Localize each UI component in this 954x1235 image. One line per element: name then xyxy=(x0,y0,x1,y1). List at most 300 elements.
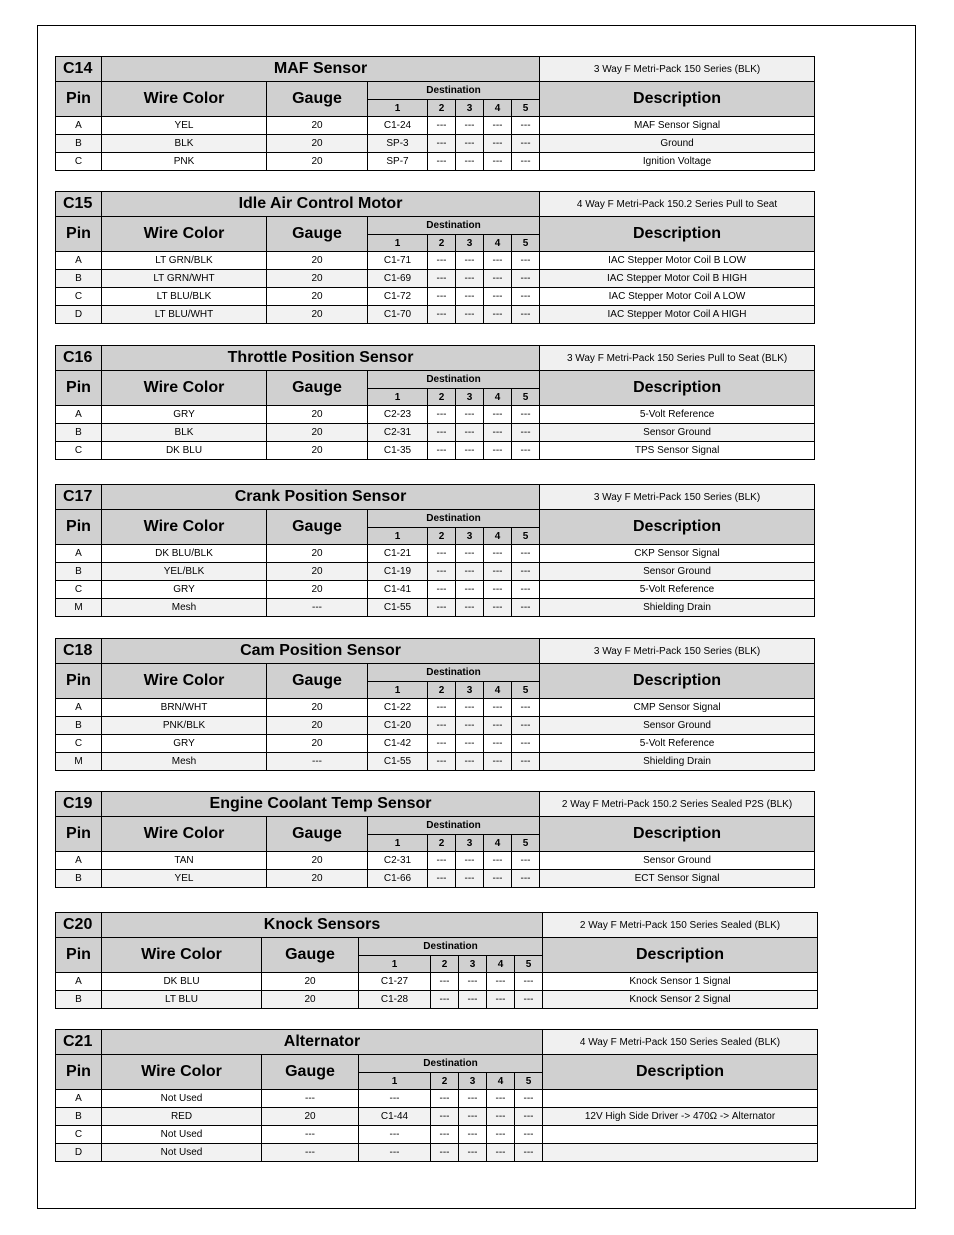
destination-cell: --- xyxy=(459,1126,487,1144)
description-cell: IAC Stepper Motor Coil B HIGH xyxy=(540,270,815,288)
pin-header: Pin xyxy=(56,664,102,699)
destination-cell: --- xyxy=(428,581,456,599)
destination-cell: --- xyxy=(484,252,512,270)
gauge-cell: 20 xyxy=(267,870,368,888)
destination-cell: --- xyxy=(431,1126,459,1144)
description-header: Description xyxy=(540,510,815,545)
destination-col-header: 3 xyxy=(456,682,484,699)
destination-cell: --- xyxy=(456,699,484,717)
description-cell: Sensor Ground xyxy=(540,717,815,735)
table-row xyxy=(56,717,815,735)
destination-cell: --- xyxy=(459,1144,487,1162)
gauge-cell: 20 xyxy=(267,442,368,460)
destination-cell: --- xyxy=(428,545,456,563)
connector-name: Alternator xyxy=(102,1030,543,1055)
destination-col-header: 4 xyxy=(484,528,512,545)
destination-col-header: 5 xyxy=(512,528,540,545)
wire-color-cell: Not Used xyxy=(102,1090,262,1108)
connector-id: C18 xyxy=(56,639,102,664)
destination-cell: --- xyxy=(456,581,484,599)
pin-cell: C xyxy=(56,1126,102,1144)
destination-cell: --- xyxy=(431,991,459,1009)
table-row xyxy=(56,270,815,288)
destination-col-header: 3 xyxy=(456,528,484,545)
connector-name: Cam Position Sensor xyxy=(102,639,540,664)
connector-id: C16 xyxy=(56,346,102,371)
connector-id: C17 xyxy=(56,485,102,510)
destination-cell: --- xyxy=(484,599,512,617)
destination-cell: C1-19 xyxy=(368,563,428,581)
destination-cell: --- xyxy=(512,288,540,306)
gauge-cell: 20 xyxy=(267,545,368,563)
wire-color-cell: Mesh xyxy=(102,753,267,771)
pin-cell: B xyxy=(56,717,102,735)
table-row xyxy=(56,135,815,153)
connector-id: C20 xyxy=(56,913,102,938)
connector-name: Crank Position Sensor xyxy=(102,485,540,510)
destination-cell: --- xyxy=(456,563,484,581)
destination-cell: --- xyxy=(512,153,540,171)
destination-cell: --- xyxy=(484,581,512,599)
destination-cell: --- xyxy=(428,852,456,870)
destination-cell: C1-24 xyxy=(368,117,428,135)
destination-header: Destination xyxy=(368,371,540,389)
destination-col-header: 3 xyxy=(456,100,484,117)
destination-cell: --- xyxy=(456,753,484,771)
description-header: Description xyxy=(543,1055,818,1090)
connector-name: Throttle Position Sensor xyxy=(102,346,540,371)
table-row xyxy=(56,545,815,563)
wire-color-cell: PNK xyxy=(102,153,267,171)
destination-col-header: 3 xyxy=(459,956,487,973)
destination-cell: --- xyxy=(487,1090,515,1108)
gauge-cell: 20 xyxy=(262,973,359,991)
table-row xyxy=(56,973,818,991)
wire-color-cell: BRN/WHT xyxy=(102,699,267,717)
destination-cell: C1-72 xyxy=(368,288,428,306)
connector-table-c19 xyxy=(55,791,815,888)
destination-cell: --- xyxy=(512,563,540,581)
gauge-cell: 20 xyxy=(267,424,368,442)
pin-cell: A xyxy=(56,699,102,717)
destination-cell: C1-22 xyxy=(368,699,428,717)
wire-color-cell: YEL/BLK xyxy=(102,563,267,581)
description-cell xyxy=(543,1090,818,1108)
destination-cell: --- xyxy=(484,699,512,717)
description-cell: 5-Volt Reference xyxy=(540,735,815,753)
description-cell: Knock Sensor 1 Signal xyxy=(543,973,818,991)
wire-color-cell: GRY xyxy=(102,406,267,424)
destination-cell: --- xyxy=(456,117,484,135)
destination-cell: --- xyxy=(512,424,540,442)
gauge-cell: 20 xyxy=(267,153,368,171)
description-cell: CKP Sensor Signal xyxy=(540,545,815,563)
destination-cell: --- xyxy=(484,717,512,735)
destination-cell: --- xyxy=(512,135,540,153)
connector-type: 3 Way F Metri-Pack 150 Series Pull to Seat (BLK) xyxy=(540,346,815,371)
destination-col-header: 5 xyxy=(512,235,540,252)
destination-col-header: 4 xyxy=(484,100,512,117)
description-header: Description xyxy=(540,371,815,406)
destination-cell: --- xyxy=(484,406,512,424)
wire-color-header: Wire Color xyxy=(102,371,267,406)
destination-cell: --- xyxy=(512,735,540,753)
destination-cell: --- xyxy=(456,870,484,888)
destination-cell: SP-7 xyxy=(368,153,428,171)
wire-color-cell: DK BLU xyxy=(102,973,262,991)
description-cell: IAC Stepper Motor Coil B LOW xyxy=(540,252,815,270)
pin-header: Pin xyxy=(56,1055,102,1090)
destination-cell: --- xyxy=(484,563,512,581)
destination-cell: --- xyxy=(515,1144,543,1162)
destination-cell: --- xyxy=(431,973,459,991)
destination-cell: --- xyxy=(484,117,512,135)
destination-col-header: 2 xyxy=(431,956,459,973)
pin-cell: C xyxy=(56,442,102,460)
destination-col-header: 2 xyxy=(428,235,456,252)
wire-color-cell: LT GRN/BLK xyxy=(102,252,267,270)
pin-header: Pin xyxy=(56,510,102,545)
connector-id: C19 xyxy=(56,792,102,817)
wire-color-cell: Not Used xyxy=(102,1144,262,1162)
destination-col-header: 5 xyxy=(512,389,540,406)
description-cell: 12V High Side Driver -> 470Ω -> Alternator xyxy=(543,1108,818,1126)
gauge-cell: 20 xyxy=(267,306,368,324)
connector-name: MAF Sensor xyxy=(102,57,540,82)
destination-header: Destination xyxy=(359,938,543,956)
destination-cell: --- xyxy=(487,1126,515,1144)
table-row xyxy=(56,306,815,324)
connector-name: Knock Sensors xyxy=(102,913,543,938)
table-row xyxy=(56,1108,818,1126)
table-row xyxy=(56,991,818,1009)
wire-color-cell: DK BLU xyxy=(102,442,267,460)
destination-cell: C1-66 xyxy=(368,870,428,888)
destination-col-header: 4 xyxy=(487,956,515,973)
destination-cell: --- xyxy=(431,1108,459,1126)
pin-cell: M xyxy=(56,599,102,617)
pin-cell: C xyxy=(56,288,102,306)
description-cell xyxy=(543,1144,818,1162)
gauge-cell: 20 xyxy=(267,699,368,717)
destination-cell: --- xyxy=(512,870,540,888)
destination-cell: --- xyxy=(459,1108,487,1126)
destination-cell: --- xyxy=(512,599,540,617)
table-row xyxy=(56,852,815,870)
destination-header: Destination xyxy=(359,1055,543,1073)
destination-cell: --- xyxy=(512,717,540,735)
pin-cell: B xyxy=(56,135,102,153)
description-cell: ECT Sensor Signal xyxy=(540,870,815,888)
pin-cell: D xyxy=(56,1144,102,1162)
wire-color-header: Wire Color xyxy=(102,82,267,117)
wire-color-cell: Mesh xyxy=(102,599,267,617)
gauge-header: Gauge xyxy=(267,817,368,852)
connector-name: Idle Air Control Motor xyxy=(102,192,540,217)
destination-cell: --- xyxy=(456,153,484,171)
destination-cell: --- xyxy=(512,753,540,771)
destination-cell: --- xyxy=(359,1090,431,1108)
destination-col-header: 1 xyxy=(368,389,428,406)
destination-cell: --- xyxy=(456,442,484,460)
destination-cell: --- xyxy=(428,306,456,324)
destination-cell: --- xyxy=(484,135,512,153)
destination-cell: C1-28 xyxy=(359,991,431,1009)
destination-cell: --- xyxy=(512,442,540,460)
destination-cell: --- xyxy=(484,306,512,324)
table-row xyxy=(56,1144,818,1162)
destination-col-header: 5 xyxy=(515,956,543,973)
destination-col-header: 4 xyxy=(484,835,512,852)
destination-cell: --- xyxy=(512,306,540,324)
wire-color-cell: BLK xyxy=(102,424,267,442)
destination-cell: --- xyxy=(515,991,543,1009)
destination-cell: --- xyxy=(428,252,456,270)
table-row xyxy=(56,563,815,581)
description-cell: IAC Stepper Motor Coil A LOW xyxy=(540,288,815,306)
gauge-cell: 20 xyxy=(267,270,368,288)
description-header: Description xyxy=(540,217,815,252)
destination-cell: --- xyxy=(456,135,484,153)
destination-cell: --- xyxy=(512,581,540,599)
gauge-cell: 20 xyxy=(267,406,368,424)
destination-col-header: 3 xyxy=(456,835,484,852)
destination-cell: --- xyxy=(456,545,484,563)
pin-cell: B xyxy=(56,270,102,288)
destination-cell: --- xyxy=(456,852,484,870)
destination-cell: C1-27 xyxy=(359,973,431,991)
destination-cell: C1-42 xyxy=(368,735,428,753)
pin-cell: A xyxy=(56,117,102,135)
destination-cell: SP-3 xyxy=(368,135,428,153)
description-header: Description xyxy=(540,664,815,699)
destination-cell: --- xyxy=(428,563,456,581)
pin-cell: B xyxy=(56,991,102,1009)
destination-col-header: 3 xyxy=(456,235,484,252)
destination-col-header: 2 xyxy=(428,682,456,699)
gauge-cell: 20 xyxy=(267,117,368,135)
wire-color-cell: LT BLU/BLK xyxy=(102,288,267,306)
connector-type: 4 Way F Metri-Pack 150.2 Series Pull to Seat xyxy=(540,192,815,217)
destination-cell: --- xyxy=(428,135,456,153)
pin-header: Pin xyxy=(56,817,102,852)
table-row xyxy=(56,1126,818,1144)
wire-color-cell: LT BLU/WHT xyxy=(102,306,267,324)
destination-cell: --- xyxy=(428,117,456,135)
connector-type: 2 Way F Metri-Pack 150 Series Sealed (BLK) xyxy=(543,913,818,938)
destination-cell: --- xyxy=(515,1126,543,1144)
destination-col-header: 5 xyxy=(512,100,540,117)
destination-cell: C1-71 xyxy=(368,252,428,270)
wire-color-cell: YEL xyxy=(102,870,267,888)
gauge-cell: --- xyxy=(262,1090,359,1108)
pin-header: Pin xyxy=(56,371,102,406)
destination-cell: C1-44 xyxy=(359,1108,431,1126)
destination-cell: --- xyxy=(456,288,484,306)
table-row xyxy=(56,252,815,270)
destination-cell: C2-23 xyxy=(368,406,428,424)
destination-cell: --- xyxy=(431,1144,459,1162)
table-row xyxy=(56,117,815,135)
table-row xyxy=(56,581,815,599)
gauge-cell: 20 xyxy=(262,991,359,1009)
destination-cell: --- xyxy=(456,252,484,270)
destination-cell: C1-69 xyxy=(368,270,428,288)
destination-cell: --- xyxy=(512,852,540,870)
destination-cell: --- xyxy=(487,1108,515,1126)
pin-cell: D xyxy=(56,306,102,324)
connector-type: 2 Way F Metri-Pack 150.2 Series Sealed P2S (BLK) xyxy=(540,792,815,817)
wire-color-header: Wire Color xyxy=(102,510,267,545)
description-cell: Sensor Ground xyxy=(540,424,815,442)
gauge-header: Gauge xyxy=(267,217,368,252)
connector-table-c15 xyxy=(55,191,815,324)
destination-cell: --- xyxy=(512,545,540,563)
destination-cell: --- xyxy=(428,406,456,424)
pin-cell: A xyxy=(56,406,102,424)
pin-cell: C xyxy=(56,153,102,171)
destination-cell: --- xyxy=(428,870,456,888)
pin-cell: C xyxy=(56,581,102,599)
description-cell: Sensor Ground xyxy=(540,563,815,581)
destination-cell: --- xyxy=(428,288,456,306)
destination-cell: --- xyxy=(484,870,512,888)
destination-cell: --- xyxy=(459,973,487,991)
destination-cell: --- xyxy=(484,735,512,753)
connector-type: 3 Way F Metri-Pack 150 Series (BLK) xyxy=(540,485,815,510)
destination-col-header: 3 xyxy=(456,389,484,406)
connector-table-c21 xyxy=(55,1029,818,1162)
destination-col-header: 1 xyxy=(368,100,428,117)
connector-name: Engine Coolant Temp Sensor xyxy=(102,792,540,817)
destination-cell: --- xyxy=(428,270,456,288)
pin-cell: A xyxy=(56,973,102,991)
wire-color-cell: DK BLU/BLK xyxy=(102,545,267,563)
destination-col-header: 1 xyxy=(368,235,428,252)
destination-header: Destination xyxy=(368,664,540,682)
destination-cell: --- xyxy=(428,717,456,735)
connector-id: C15 xyxy=(56,192,102,217)
gauge-cell: 20 xyxy=(267,135,368,153)
pin-cell: B xyxy=(56,563,102,581)
wire-color-cell: GRY xyxy=(102,581,267,599)
wire-color-cell: Not Used xyxy=(102,1126,262,1144)
pin-header: Pin xyxy=(56,217,102,252)
destination-cell: --- xyxy=(484,545,512,563)
gauge-cell: 20 xyxy=(267,252,368,270)
destination-cell: --- xyxy=(487,1144,515,1162)
description-cell: Shielding Drain xyxy=(540,599,815,617)
wire-color-header: Wire Color xyxy=(102,664,267,699)
destination-cell: --- xyxy=(512,252,540,270)
destination-cell: --- xyxy=(428,735,456,753)
destination-cell: C1-55 xyxy=(368,599,428,617)
gauge-header: Gauge xyxy=(267,664,368,699)
destination-col-header: 5 xyxy=(515,1073,543,1090)
pin-header: Pin xyxy=(56,82,102,117)
destination-cell: --- xyxy=(456,599,484,617)
destination-cell: --- xyxy=(512,270,540,288)
destination-cell: --- xyxy=(456,424,484,442)
description-header: Description xyxy=(540,82,815,117)
pin-header: Pin xyxy=(56,938,102,973)
gauge-header: Gauge xyxy=(267,510,368,545)
destination-cell: --- xyxy=(456,717,484,735)
table-row xyxy=(56,753,815,771)
wire-color-header: Wire Color xyxy=(102,817,267,852)
destination-col-header: 2 xyxy=(428,835,456,852)
destination-cell: --- xyxy=(484,424,512,442)
description-cell: Shielding Drain xyxy=(540,753,815,771)
destination-cell: --- xyxy=(484,753,512,771)
wire-color-cell: LT GRN/WHT xyxy=(102,270,267,288)
gauge-header: Gauge xyxy=(262,1055,359,1090)
gauge-cell: 20 xyxy=(262,1108,359,1126)
destination-cell: C1-20 xyxy=(368,717,428,735)
description-header: Description xyxy=(540,817,815,852)
destination-header: Destination xyxy=(368,217,540,235)
wire-color-header: Wire Color xyxy=(102,217,267,252)
pin-cell: A xyxy=(56,1090,102,1108)
destination-cell: C1-55 xyxy=(368,753,428,771)
destination-cell: C2-31 xyxy=(368,852,428,870)
destination-cell: --- xyxy=(428,153,456,171)
pin-cell: B xyxy=(56,870,102,888)
destination-col-header: 4 xyxy=(484,682,512,699)
pin-cell: A xyxy=(56,852,102,870)
destination-cell: --- xyxy=(359,1126,431,1144)
destination-cell: C1-35 xyxy=(368,442,428,460)
wire-color-cell: PNK/BLK xyxy=(102,717,267,735)
destination-cell: --- xyxy=(484,288,512,306)
destination-cell: --- xyxy=(428,753,456,771)
pin-cell: B xyxy=(56,424,102,442)
gauge-header: Gauge xyxy=(267,82,368,117)
wire-color-header: Wire Color xyxy=(102,1055,262,1090)
description-cell xyxy=(543,1126,818,1144)
description-cell: Knock Sensor 2 Signal xyxy=(543,991,818,1009)
description-cell: Ignition Voltage xyxy=(540,153,815,171)
wire-color-cell: TAN xyxy=(102,852,267,870)
pin-cell: M xyxy=(56,753,102,771)
wire-color-cell: RED xyxy=(102,1108,262,1126)
destination-col-header: 1 xyxy=(368,682,428,699)
connector-table-c16 xyxy=(55,345,815,460)
destination-cell: --- xyxy=(515,1108,543,1126)
destination-col-header: 2 xyxy=(428,100,456,117)
destination-cell: --- xyxy=(456,306,484,324)
pin-cell: A xyxy=(56,252,102,270)
gauge-cell: --- xyxy=(267,753,368,771)
connector-type: 3 Way F Metri-Pack 150 Series (BLK) xyxy=(540,57,815,82)
gauge-cell: 20 xyxy=(267,581,368,599)
destination-cell: --- xyxy=(459,1090,487,1108)
wire-color-cell: YEL xyxy=(102,117,267,135)
destination-cell: --- xyxy=(512,699,540,717)
destination-cell: --- xyxy=(484,442,512,460)
table-row xyxy=(56,599,815,617)
table-row xyxy=(56,1090,818,1108)
destination-col-header: 3 xyxy=(459,1073,487,1090)
connector-table-c20 xyxy=(55,912,818,1009)
table-row xyxy=(56,406,815,424)
table-row xyxy=(56,424,815,442)
destination-cell: --- xyxy=(515,973,543,991)
destination-cell: --- xyxy=(484,852,512,870)
destination-cell: --- xyxy=(428,424,456,442)
connector-table-c17 xyxy=(55,484,815,617)
destination-col-header: 1 xyxy=(368,835,428,852)
